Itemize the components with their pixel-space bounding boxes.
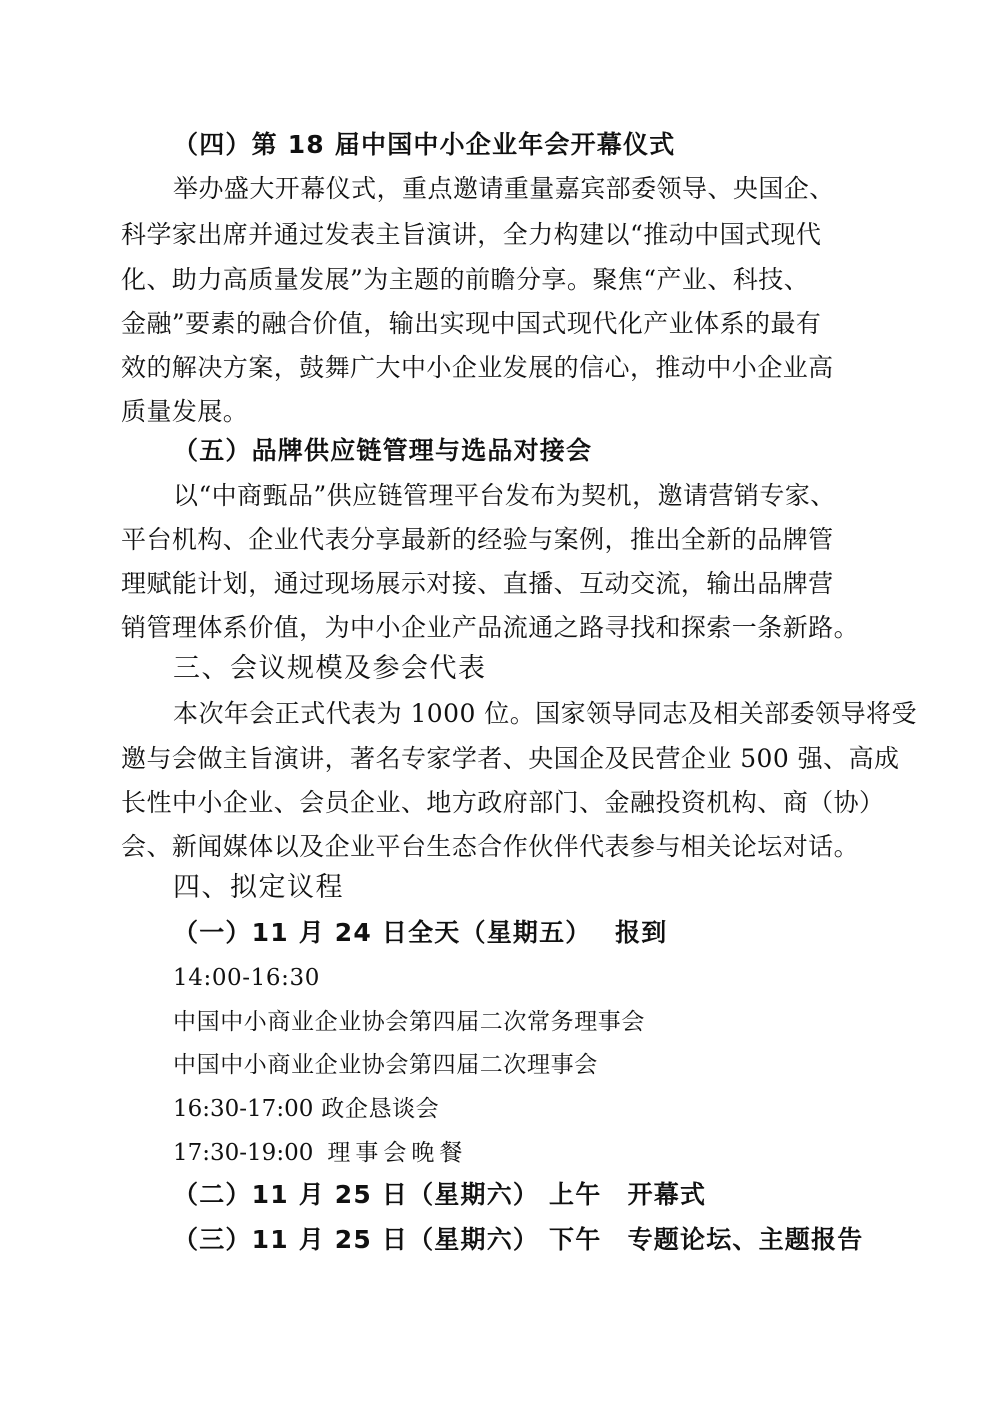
- section-4-heading: （四）第 18 届中国中小企业年会开幕仪式: [173, 130, 676, 159]
- section-5-heading: （五）品牌供应链管理与选品对接会: [173, 436, 593, 465]
- section-5-line-2: 平台机构、企业代表分享最新的经验与案例，推出全新的品牌管: [121, 525, 834, 554]
- agenda-event-1b: 中国中小商业企业协会第四届二次理事会: [173, 1052, 598, 1078]
- section-4-line-5: 效的解决方案，鼓舞广大中小企业发展的信心，推动中小企业高: [121, 353, 834, 382]
- section-3-line-1: 本次年会正式代表为 1000 位。国家领导同志及相关部委领导将受: [173, 699, 917, 728]
- section-3-line-4: 会、新闻媒体以及企业平台生态合作伙伴代表参与相关论坛对话。: [121, 832, 860, 861]
- section-4-line-4: 金融”要素的融合价值，输出实现中国式现代化产业体系的最有: [121, 309, 822, 338]
- section-5-line-4: 销管理体系价值，为中小企业产品流通之路寻找和探索一条新路。: [121, 613, 860, 642]
- agenda-day1-heading: （一）11 月 24 日全天（星期五） 报到: [173, 918, 668, 947]
- agenda-event-3: 理事会晚餐: [327, 1140, 468, 1166]
- agenda-time-1: 14:00-16:30: [173, 965, 320, 991]
- agenda-row-2: [173, 1093, 439, 1125]
- agenda-time-2: 16:30-17:00: [173, 1096, 314, 1122]
- section-5-line-1: 以“中商甄品”供应链管理平台发布为契机，邀请营销专家、: [173, 481, 836, 510]
- section-3-line-2: 邀与会做主旨演讲，著名专家学者、央国企及民营企业 500 强、高成: [121, 744, 900, 773]
- agenda-day2-morning: （二）11 月 25 日（星期六） 上午 开幕式: [173, 1180, 707, 1209]
- section-4-line-3: 化、助力高质量发展”为主题的前瞻分享。聚焦“产业、科技、: [121, 265, 810, 294]
- agenda-event-2: 政企恳谈会: [321, 1096, 440, 1122]
- section-3-title: 三、会议规模及参会代表: [173, 653, 487, 684]
- agenda-event-1a: 中国中小商业企业协会第四届二次常务理事会: [173, 1009, 645, 1035]
- section-3-line-3: 长性中小企业、会员企业、地方政府部门、金融投资机构、商（协）: [121, 788, 885, 817]
- agenda-day2-afternoon: （三）11 月 25 日（星期六） 下午 专题论坛、主题报告: [173, 1225, 864, 1254]
- section-4-line-6: 质量发展。: [121, 397, 249, 426]
- agenda-time-3: 17:30-19:00: [173, 1140, 314, 1166]
- section-5-line-3: 理赋能计划，通过现场展示对接、直播、互动交流，输出品牌营: [121, 569, 834, 598]
- section-4-line-1: 举办盛大开幕仪式，重点邀请重量嘉宾部委领导、央国企、: [173, 174, 835, 203]
- agenda-title: 四、拟定议程: [173, 872, 344, 903]
- agenda-row-3: [173, 1137, 467, 1169]
- section-4-line-2: 科学家出席并通过发表主旨演讲，全力构建以“推动中国式现代: [121, 220, 822, 249]
